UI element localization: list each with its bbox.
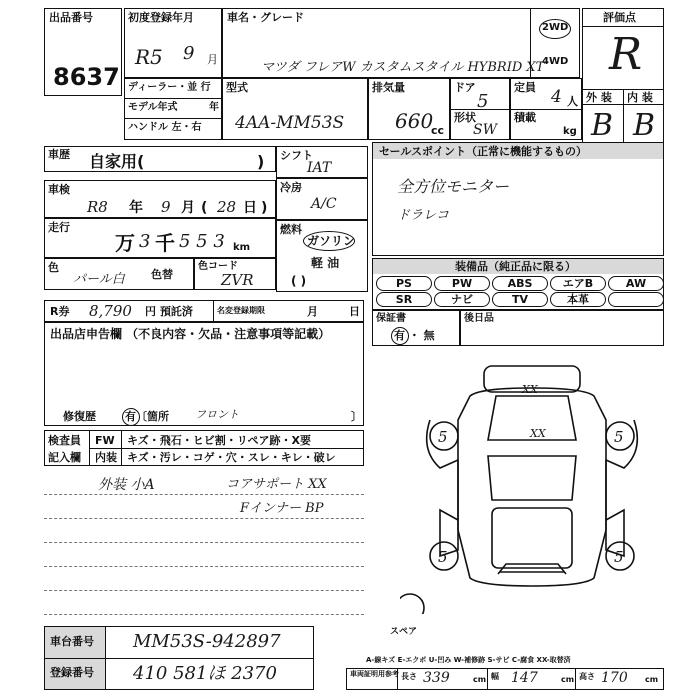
fuel-gas: ガソリン [307, 234, 356, 248]
interior-label: 内 装 [627, 91, 653, 104]
length-value: 339 [423, 670, 450, 686]
displacement-value: 660 [395, 109, 434, 133]
first-reg-label: 初度登録年月 [128, 11, 194, 24]
drive-2wd: 2WD [542, 22, 569, 33]
shape-value: SW [473, 122, 497, 138]
tire-rr: 5 [614, 548, 624, 566]
equipment-item: PS [376, 276, 432, 291]
car-body [458, 388, 606, 586]
history-row: 車歴 自家用( ) [44, 146, 276, 172]
lot-number-box [44, 8, 122, 96]
equipment-item: ABS [492, 276, 548, 291]
shift-value: IAT [307, 160, 332, 176]
score-value: R [609, 29, 643, 80]
report-box: 出品店申告欄 （不良内容・欠品・注意事項等記載） 修復歴 有〔箇所 フロント 〕 [44, 322, 364, 426]
score-label: 評価点 [603, 11, 636, 24]
sales-point-2: ドラレコ [397, 208, 450, 223]
drive-4wd: 4WD [542, 56, 569, 67]
interior-items: キズ・汚レ・コゲ・穴・スレ・キレ・破レ [127, 451, 336, 464]
hood-marks: XX [530, 427, 546, 440]
tire-fr: 5 [614, 428, 624, 446]
car-name-box [222, 8, 580, 78]
car-name-label: 車名・グレード [227, 11, 304, 24]
mileage-rest: 5 5 3 [179, 231, 225, 252]
rear-section [492, 508, 572, 568]
capacity-value: 4 [551, 87, 562, 107]
report-label: 出品店申告欄 （不良内容・欠品・注意事項等記載） [50, 327, 331, 341]
capacity-box: 定員 4 人 積載 kg [510, 78, 582, 140]
chassis-value: MM53S-942897 [133, 631, 281, 652]
mileage-man: 3 [139, 231, 151, 252]
car-diagram [400, 360, 662, 614]
spare-tire-circle [400, 594, 424, 614]
equipment-label: 装備品（純正品に限る） [455, 260, 576, 273]
equipment-item: TV [492, 292, 548, 307]
equipment-item [608, 292, 664, 307]
shift-box: シフト IAT [276, 146, 368, 178]
width-value: 147 [511, 670, 538, 686]
exterior-grade: B [591, 108, 614, 143]
dimensions-box: 車両証明用参考 長さ 339 cm 幅 147 cm 高さ 170 cm [346, 668, 664, 690]
inspector-box: 検査員 記入欄 FW 内装 キズ・飛石・ヒビ割・リペア跡・X要 キズ・汚レ・コゲ・穴・スレ・キレ・破レ [44, 430, 364, 466]
sales-point-1: 全方位モニター [397, 177, 510, 196]
equipment-item: 本革 [550, 292, 606, 307]
ac-box: 冷房 A/C [276, 178, 368, 220]
lot-label: 出品番号 [49, 11, 93, 24]
door-box: ドア 5 形状 SW [450, 78, 510, 140]
mileage-row: 走行 万 3 千 5 5 3 km [44, 218, 276, 258]
first-registration-box: 初度登録年月 R5 9 月 [124, 8, 222, 78]
repair-value: 有〔箇所 [125, 410, 169, 423]
tire-fl: 5 [438, 428, 448, 446]
note-line-2: コアサポート XX [226, 477, 327, 492]
note-line-3: Fインナー BP [240, 501, 324, 516]
equipment-item: AW [608, 276, 664, 291]
spare-label: スペア [390, 627, 418, 637]
fuel-box: 燃料 ガソリン 軽 油 ( ) [276, 220, 368, 292]
inspection-era: R8 [87, 198, 108, 216]
inspection-month: 9 [161, 198, 171, 216]
damage-legend: A-線キズ E-エクボ U-凹み W-補修跡 S-サビ C-腐食 XX-取替済 [366, 656, 571, 664]
drive-box [530, 8, 580, 78]
recycle-value: 8,790 [89, 302, 132, 320]
front-marks: XX [522, 383, 538, 396]
ac-value: A/C [311, 196, 337, 212]
equipment-item: SR [376, 292, 432, 307]
car-outline [400, 366, 637, 614]
inspection-row: 車検 R8 年 9 月 ( 28 日 ) [44, 180, 276, 218]
interior-grade: B [633, 108, 656, 143]
height-value: 170 [601, 670, 628, 686]
type-value: 4AA-MM53S [235, 113, 345, 133]
exterior-label: 外 装 [586, 91, 612, 104]
score-box [582, 8, 664, 146]
inspection-day: 28 [217, 198, 237, 216]
guarantee-box: 保証書 有 ・ 無 [372, 310, 460, 346]
sales-points-label: セールスポイント（正常に機能するもの） [379, 145, 588, 158]
dealer-box: ディーラー・並 行 モデル年式 年 ハンドル 左・右 [124, 78, 222, 140]
rear-items-box: 後日品 [460, 310, 664, 346]
roof [488, 456, 576, 500]
equipment-item: エアB [550, 276, 606, 291]
door-value: 5 [477, 91, 489, 112]
guarantee-value: 有 ・ 無 [394, 329, 435, 342]
footer-id-box: 車台番号 登録番号 MM53S-942897 410 581ほ 2370 [44, 626, 314, 690]
note-line-1: 外装 小A [98, 477, 155, 493]
tire-rl: 5 [438, 548, 448, 566]
displacement-box: 排気量 660 cc [368, 78, 450, 140]
car-name-value: マツダ フレアW カスタムスタイル HYBRID XT [261, 60, 545, 75]
fw-items: キズ・飛石・ヒビ割・リペア跡・X要 [127, 434, 312, 447]
lot-number: 8637 [53, 63, 120, 91]
color-code-value: ZVR [221, 271, 254, 289]
first-reg-month: 9 [183, 43, 195, 64]
repair-location: フロント [195, 408, 239, 421]
recycle-row: R券 8,790 円 預託済 名変登録期限 月 日 [44, 300, 364, 322]
equipment-item: PW [434, 276, 490, 291]
history-value: 自家用( [89, 152, 145, 171]
color-code-row: 色コード ZVR [194, 258, 276, 290]
first-reg-era: R5 [135, 45, 163, 69]
type-box: 型式 4AA-MM53S [222, 78, 368, 140]
registration-value: 410 581ほ 2370 [133, 663, 277, 684]
color-value: パール白 [73, 272, 125, 287]
color-row: 色 パール白 色替 [44, 258, 194, 290]
sales-points-box [372, 142, 664, 256]
equipment-item: ナビ [434, 292, 490, 307]
